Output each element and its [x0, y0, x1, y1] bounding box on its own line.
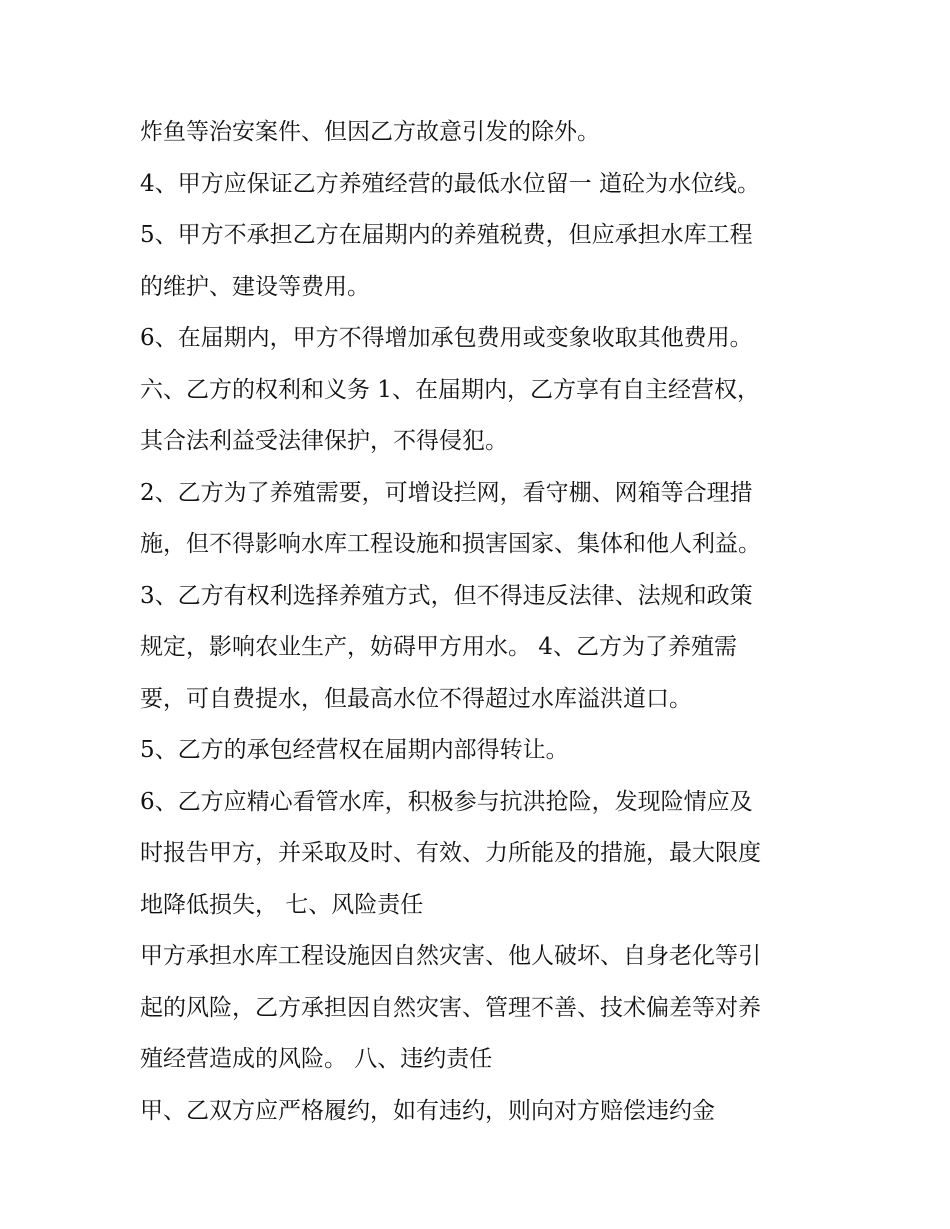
text-line: 5、甲方不承担乙方在届期内的养殖税费，但应承担水库工程	[140, 222, 753, 248]
text-line: 甲、乙双方应严格履约，如有违约，则向对方赔偿违约金	[140, 1097, 715, 1124]
text-line: 起的风险，乙方承担因自然灾害、管理不善、技术偏差等对养	[140, 994, 761, 1021]
text-line: 4、甲方应保证乙方养殖经营的最低水位留一 道砼为水位线。	[140, 170, 760, 197]
text-line: 6、在届期内，甲方不得增加承包费用或变象收取其他费用。	[140, 325, 753, 351]
text-line: 甲方承担水库工程设施因自然灾害、他人破坏、自身老化等引	[140, 943, 761, 969]
text-line: 殖经营造成的风险。 八、违约责任	[140, 1046, 493, 1072]
text-line: 要，可自费提水，但最高水位不得超过水库溢洪道口。	[140, 685, 692, 712]
text-line: 地降低损失， 七、风险责任	[140, 891, 424, 918]
text-line: 规定，影响农业生产，妨碍甲方用水。 4、乙方为了养殖需	[140, 634, 737, 660]
text-line: 其合法利益受法律保护，不得侵犯。	[140, 428, 508, 454]
text-line: 5、乙方的承包经营权在届期内部得转让。	[140, 737, 569, 763]
text-line: 六、乙方的权利和义务 1、在届期内，乙方享有自主经营权，	[140, 376, 760, 403]
text-line: 3、乙方有权利选择养殖方式，但不得违反法律、法规和政策	[140, 582, 753, 609]
contract-body-text	[140, 107, 830, 1137]
text-line: 的维护、建设等费用。	[140, 273, 370, 300]
text-line: 施，但不得影响水库工程设施和损害国家、集体和他人利益。	[140, 531, 761, 557]
text-line: 2、乙方为了养殖需要，可增设拦网，看守棚、网箱等合理措	[140, 479, 753, 506]
text-line: 炸鱼等治安案件、但因乙方故意引发的除外。	[140, 119, 600, 145]
text-line: 6、乙方应精心看管水库，积极参与抗洪抢险，发现险情应及	[140, 788, 753, 815]
text-line: 时报告甲方，并采取及时、有效、力所能及的措施，最大限度	[140, 840, 761, 866]
